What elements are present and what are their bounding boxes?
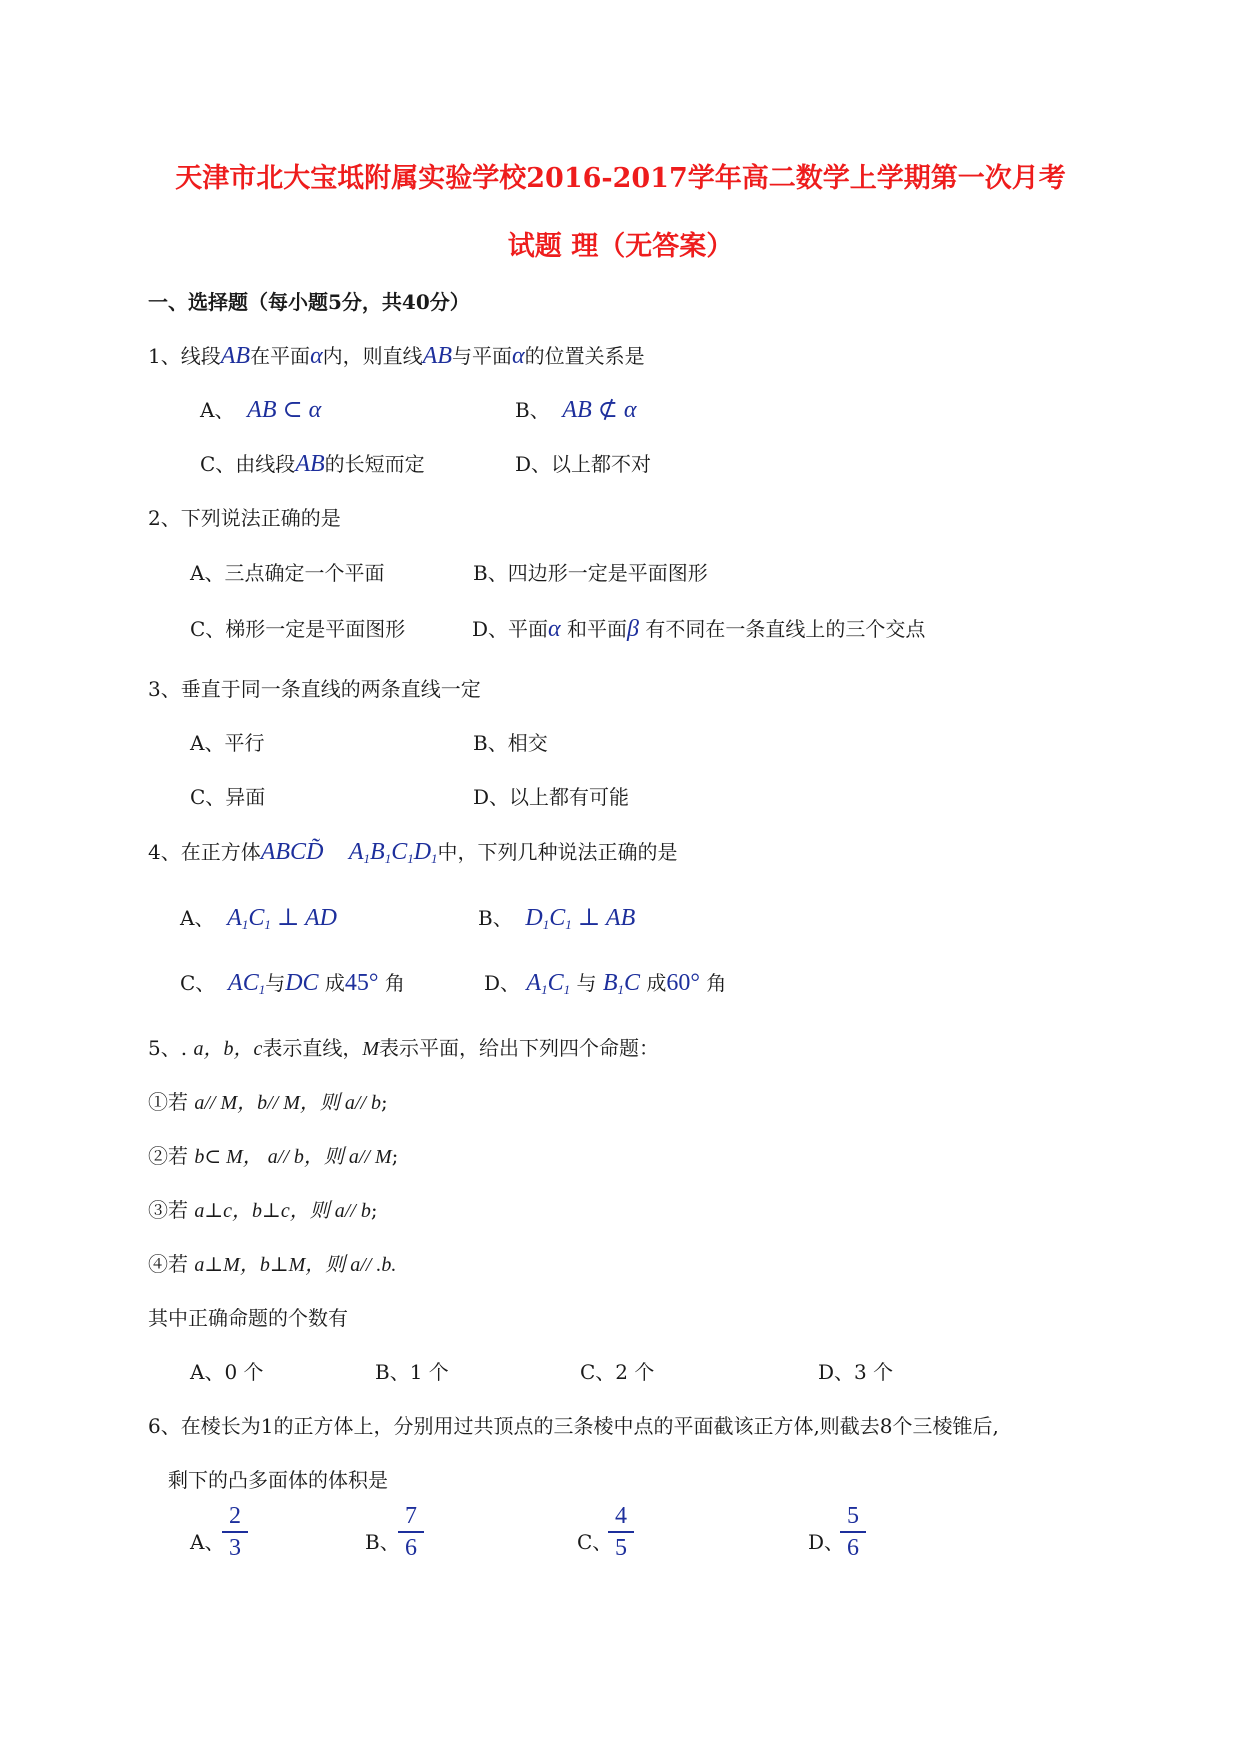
q3-option-a: A、平行 [190, 731, 265, 755]
option-text: C、由线段 [200, 452, 296, 476]
q5-option-d: D、3 个 [818, 1360, 894, 1384]
q5-text-pre: 5、. [148, 1036, 194, 1060]
q5-text-post: 表示平面，给出下列四个命题： [379, 1036, 660, 1060]
q4-text-pre: 4、在正方体 [148, 840, 261, 864]
option-label: D、 [484, 971, 521, 995]
q3-option-c: C、异面 [190, 785, 266, 809]
q1-alpha: α [310, 343, 323, 369]
option-text: 角 [706, 971, 727, 995]
q6-option-d-label: D、 [808, 1530, 845, 1554]
q5-option-c: C、2 个 [580, 1360, 655, 1384]
option-text: D、平面 [472, 617, 549, 641]
fraction-numerator: 5 [847, 1503, 859, 1529]
q4-option-c-ac1: $AC_1$ [228, 970, 266, 997]
q5-statement-2: ②若 b⊂ M， a// b，则 a// M; [148, 1144, 399, 1168]
q4-option-c [180, 971, 405, 1002]
question-6-stem-line-1: 6、在棱长为1的正方体上，分别用过共顶点的三条棱中点的平面截该正方体,则截去8个三棱锥后, [148, 1414, 999, 1438]
q1-text-post: 的位置关系是 [524, 344, 645, 368]
q3-option-b: B、相交 [473, 731, 548, 755]
question-3-stem: 3、垂直于同一条直线的两条直线一定 [148, 677, 481, 701]
q5-option-b: B、1 个 [375, 1360, 449, 1384]
fraction-bar [222, 1531, 248, 1533]
statement-text: a// M，b// M，则 a// b [194, 1092, 382, 1114]
q1-option-a-math: AB ⊂ α [247, 397, 322, 423]
q5-statement-3: ③若 a⊥c，b⊥c，则 a// b; [148, 1198, 378, 1222]
q4-cube-base: ABCD̃ [260, 839, 324, 865]
q6-option-c-fraction [608, 1502, 634, 1562]
q6-option-d-fraction [840, 1502, 866, 1562]
q1-option-b-math: AB ⊄ α [562, 397, 637, 423]
q5-text-mid: 表示直线， [262, 1036, 363, 1060]
q1-text-pre: 1、线段 [148, 344, 221, 368]
q4-option-c-angle: 45° [344, 970, 379, 996]
q6-option-a-label: A、 [190, 1530, 225, 1554]
q4-text-post: 中，下列几种说法正确的是 [437, 840, 678, 864]
q4-option-d-a1c1: $A_1C_1$ [526, 970, 571, 997]
title-line-2: 试题 理（无答案） [507, 231, 734, 262]
q2-option-b: B、四边形一定是平面图形 [473, 561, 708, 585]
q1-ab-2: AB [422, 343, 452, 369]
statement-label: ②若 [148, 1144, 195, 1168]
q5-option-a: A、0 个 [190, 1360, 264, 1384]
option-label: C、 [180, 971, 216, 995]
option-label: A、 [200, 398, 235, 422]
q4-option-b-math: $D_1C_1$ ⊥ AB [525, 905, 636, 932]
q2-option-d [472, 617, 925, 641]
q4-option-b [478, 906, 635, 937]
option-label: B、 [478, 906, 513, 930]
option-text: 与 [576, 971, 597, 995]
option-text: 成 [646, 971, 667, 995]
fraction-bar [398, 1531, 424, 1533]
q4-option-c-dc: DC [285, 970, 319, 996]
question-6-stem-line-2: 剩下的凸多面体的体积是 [168, 1468, 388, 1492]
q6-option-b-label: B、 [365, 1530, 400, 1554]
q2-alpha: α [548, 616, 561, 642]
option-text: 有不同在一条直线上的三个交点 [645, 617, 926, 641]
fraction-bar [840, 1531, 866, 1533]
q4-option-d-b1c: $B_1C$ [602, 970, 640, 997]
fraction-denominator: 5 [615, 1535, 627, 1561]
q2-option-a: A、三点确定一个平面 [190, 561, 385, 585]
q5-statement-4 [148, 1252, 396, 1277]
statement-text: a⊥M，b⊥M，则 a// .b. [194, 1254, 397, 1276]
q5-question: 其中正确命题的个数有 [148, 1306, 348, 1330]
question-1-stem [148, 344, 645, 368]
statement-label: ③若 [148, 1198, 195, 1222]
fraction-numerator: 7 [405, 1503, 417, 1529]
option-text: 的长短而定 [324, 452, 425, 476]
option-text: 成 [324, 971, 345, 995]
q4-cube-top: $A_1B_1C_1D_1$ [348, 839, 438, 866]
option-label: B、 [515, 398, 550, 422]
q6-option-a-fraction [222, 1502, 248, 1562]
q1-alpha-2: α [512, 343, 525, 369]
q4-option-d-angle: 60° [666, 970, 700, 996]
question-2-stem: 2、下列说法正确的是 [148, 506, 341, 530]
q4-option-a-math: $A_1C_1$ ⊥ AD [227, 905, 337, 932]
q6-option-c-label: C、 [577, 1530, 613, 1554]
statement-text: b⊂ M， a// b，则 a// M [194, 1146, 392, 1168]
q1-text-mid3: 与平面 [452, 344, 512, 368]
q1-option-a [200, 398, 321, 422]
fraction-denominator: 6 [405, 1535, 417, 1561]
q2-beta: β [627, 616, 639, 642]
section-heading: 一、选择题（每小题5分，共40分） [148, 290, 470, 314]
q6-option-b-fraction [398, 1502, 424, 1562]
title-line-1: 天津市北大宝坻附属实验学校2016-2017学年高二数学上学期第一次月考 [175, 163, 1066, 194]
q5-plane: M [362, 1038, 380, 1060]
q1-option-c [200, 452, 425, 476]
option-label: A、 [180, 906, 215, 930]
q1-text-mid1: 在平面 [250, 344, 311, 368]
q1-option-c-ab: AB [295, 451, 325, 477]
option-text: 和平面 [567, 617, 628, 641]
statement-text: a⊥c，b⊥c，则 a// b [194, 1200, 371, 1222]
question-4-stem [148, 840, 678, 871]
question-5-stem [148, 1036, 659, 1061]
q2-option-c: C、梯形一定是平面图形 [190, 617, 406, 641]
option-text: 角 [384, 971, 405, 995]
q4-option-d [484, 971, 726, 1002]
fraction-denominator: 6 [847, 1535, 859, 1561]
q5-statement-1: ①若 a// M，b// M，则 a// b; [148, 1090, 388, 1114]
q1-option-b [515, 398, 636, 422]
fraction-bar [608, 1531, 634, 1533]
statement-label: ①若 [148, 1090, 195, 1114]
q1-ab: AB [220, 343, 251, 369]
q1-text-mid2: 内，则直线 [322, 344, 423, 368]
fraction-denominator: 3 [229, 1535, 241, 1561]
q3-option-d: D、以上都有可能 [473, 785, 630, 809]
q4-option-a [180, 906, 337, 937]
q1-option-d: D、以上都不对 [515, 452, 652, 476]
q5-vars: a，b，c [193, 1038, 263, 1060]
fraction-numerator: 2 [229, 1503, 241, 1529]
statement-label: ④若 [148, 1252, 195, 1276]
fraction-numerator: 4 [615, 1503, 627, 1529]
option-text: 与 [265, 971, 286, 995]
